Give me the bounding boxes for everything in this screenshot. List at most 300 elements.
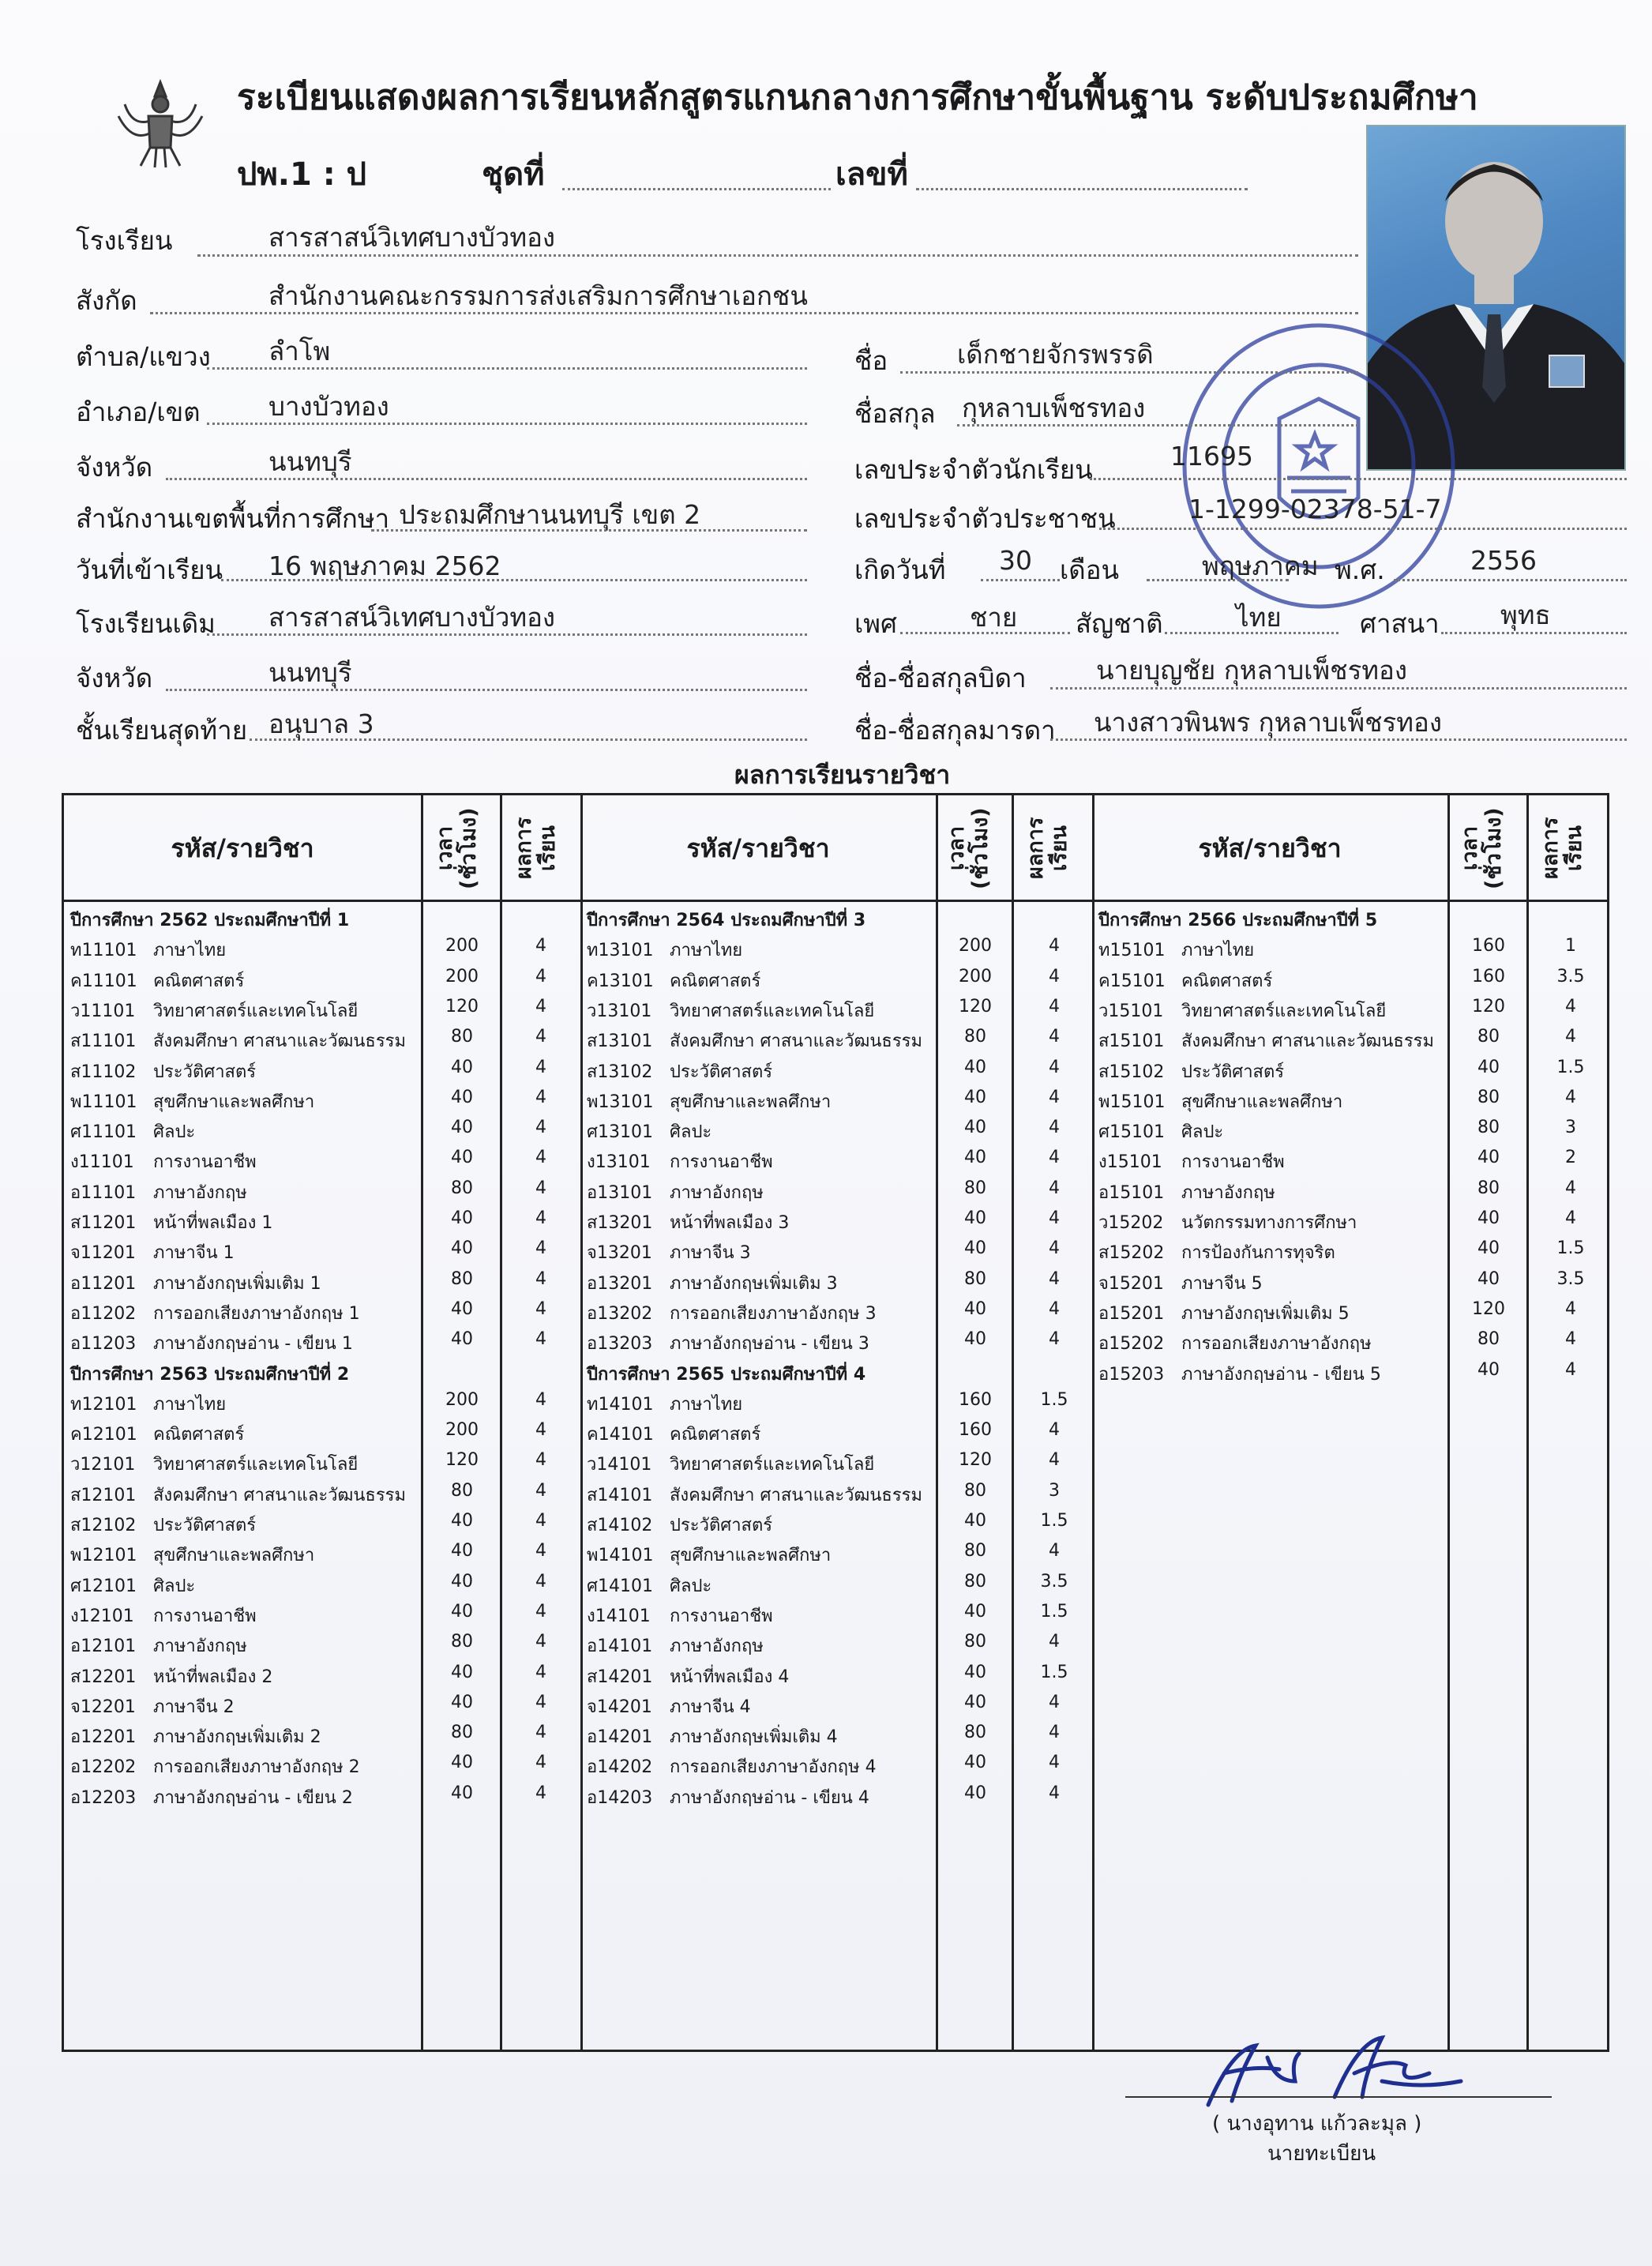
col-hours-header-2: เวลา (ชั่วโมง) xyxy=(944,807,993,889)
subject-code: ท14101 xyxy=(587,1394,654,1415)
subject-name: ประวัติศาสตร์ xyxy=(153,1062,257,1082)
subject-code: ว15202 xyxy=(1098,1213,1164,1233)
subject-code: ส14102 xyxy=(587,1516,653,1535)
col-hours-header-1: เวลา (ชั่วโมง) xyxy=(433,807,481,889)
subject-code: ท12101 xyxy=(70,1394,137,1415)
subject-grade: 2 xyxy=(1565,1148,1576,1168)
table-row xyxy=(587,1572,1094,1602)
col-subject-header-2: รหัส/รายวิชา xyxy=(686,833,830,863)
subject-grade: 4 xyxy=(535,1389,546,1410)
table-row xyxy=(70,1753,580,1783)
subject-grade: 4 xyxy=(535,996,546,1017)
table-row xyxy=(587,1208,1094,1238)
subject-name: คณิตศาสตร์ xyxy=(1181,971,1273,991)
subject-hours: 160 xyxy=(959,1389,992,1410)
subject-code: ว14101 xyxy=(587,1455,652,1475)
table-row xyxy=(587,1420,1094,1450)
subject-code: พ13101 xyxy=(587,1092,654,1112)
table-row xyxy=(70,1602,580,1632)
subject-grade: 4 xyxy=(1049,1208,1060,1228)
subject-code: อ13202 xyxy=(587,1303,653,1324)
table-row xyxy=(70,1329,580,1359)
subject-code: ค11101 xyxy=(70,971,137,991)
subject-code: อ13203 xyxy=(587,1334,653,1355)
district-value: บางบัวทอง xyxy=(268,391,389,422)
table-row xyxy=(70,1238,580,1268)
subject-name: ประวัติศาสตร์ xyxy=(670,1516,773,1535)
subject-grade: 4 xyxy=(535,966,546,986)
table-row xyxy=(70,1027,580,1057)
table-row xyxy=(1098,1329,1610,1359)
subject-hours: 40 xyxy=(451,1783,473,1803)
col-grade-header-2: ผลการ เรียน xyxy=(1023,817,1072,880)
subject-code: ศ12101 xyxy=(70,1576,137,1596)
table-row xyxy=(587,1723,1094,1753)
subject-code: อ14101 xyxy=(587,1637,653,1657)
subject-grade: 4 xyxy=(535,1178,546,1198)
subject-grade: 4 xyxy=(535,1238,546,1259)
registrar-name: ( นางอุทาน แก้วละมุล ) xyxy=(1212,2112,1422,2136)
sex-value: ชาย xyxy=(970,602,1018,633)
table-row xyxy=(587,1118,1094,1148)
subject-hours: 40 xyxy=(451,1571,473,1591)
first-name-label: ชื่อ xyxy=(854,345,888,376)
subject-hours: 200 xyxy=(959,936,992,956)
subject-hours: 40 xyxy=(964,1753,986,1773)
table-row xyxy=(1098,1269,1610,1299)
subject-code: ส13102 xyxy=(587,1062,653,1082)
subject-code: ง15101 xyxy=(1098,1152,1162,1173)
subject-grade: 4 xyxy=(535,1571,546,1591)
student-id-line xyxy=(1090,478,1627,480)
subject-name: ศิลปะ xyxy=(670,1576,712,1596)
subdistrict-value: ลำโพ xyxy=(268,336,331,366)
subject-hours: 40 xyxy=(451,1148,473,1168)
subject-name: ภาษาอังกฤษอ่าน - เขียน 5 xyxy=(1181,1364,1381,1385)
subject-hours: 80 xyxy=(1477,1087,1500,1107)
subject-name: ภาษาไทย xyxy=(670,941,743,961)
table-row xyxy=(587,1329,1094,1359)
subject-grade: 4 xyxy=(535,1662,546,1682)
prev-school-value: สารสาสน์วิเทศบางบัวทอง xyxy=(268,602,556,633)
table-row xyxy=(70,1693,580,1723)
subject-code: อ12203 xyxy=(70,1787,137,1808)
table-row xyxy=(1098,967,1610,997)
subject-code: ค12101 xyxy=(70,1425,137,1445)
subject-hours: 80 xyxy=(451,1027,473,1047)
table-row xyxy=(70,1148,580,1178)
prev-school-label: โรงเรียนเดิม xyxy=(76,608,216,639)
subject-name: ภาษาจีน 3 xyxy=(670,1243,751,1264)
subject-code: อ11202 xyxy=(70,1303,137,1324)
subject-code: อ13201 xyxy=(587,1273,653,1294)
subject-name: ภาษาจีน 2 xyxy=(153,1697,235,1717)
subject-hours: 80 xyxy=(451,1632,473,1652)
subject-hours: 40 xyxy=(451,1662,473,1682)
subject-code: ส15202 xyxy=(1098,1243,1165,1264)
col-subject-header-3: รหัส/รายวิชา xyxy=(1198,833,1342,863)
subject-grade: 3.5 xyxy=(1556,966,1585,986)
subject-grade: 4 xyxy=(535,1450,546,1471)
subject-code: ท13101 xyxy=(587,941,654,961)
subject-name: วิทยาศาสตร์และเทคโนโลยี xyxy=(670,1001,875,1021)
subject-hours: 200 xyxy=(445,1389,479,1410)
subject-name: ศิลปะ xyxy=(153,1576,196,1596)
table-row xyxy=(70,1299,580,1329)
subject-name: ภาษาอังกฤษ xyxy=(153,1637,247,1657)
subject-name: ภาษาอังกฤษ xyxy=(670,1182,764,1203)
subject-name: วิทยาศาสตร์และเทคโนโลยี xyxy=(153,1001,359,1021)
subject-code: อ12202 xyxy=(70,1757,137,1778)
subject-grade: 4 xyxy=(1049,1329,1060,1350)
table-row xyxy=(587,936,1094,966)
subject-grade: 3.5 xyxy=(1556,1268,1585,1289)
subject-grade: 4 xyxy=(1049,1723,1060,1743)
table-row xyxy=(1098,1148,1610,1178)
subject-name: การงานอาชีพ xyxy=(153,1606,257,1626)
subject-code: ส12201 xyxy=(70,1667,137,1687)
subject-grade: 3 xyxy=(1565,1118,1576,1138)
subject-hours: 40 xyxy=(964,1783,986,1803)
subject-grade: 4 xyxy=(1049,996,1060,1017)
registrar-role: นายทะเบียน xyxy=(1267,2142,1376,2166)
school-label: โรงเรียน xyxy=(76,225,173,256)
subject-hours: 40 xyxy=(964,1087,986,1107)
birth-year-value: 2556 xyxy=(1470,545,1537,576)
subject-name: การงานอาชีพ xyxy=(153,1152,257,1173)
subject-code: จ14201 xyxy=(587,1697,652,1717)
mother-value: นางสาวพินพร กุหลาบเพ็ชรทอง xyxy=(1094,707,1442,738)
subject-name: สุขศึกษาและพลศึกษา xyxy=(153,1092,315,1112)
subject-hours: 80 xyxy=(964,1480,986,1501)
subject-grade: 4 xyxy=(1049,1450,1060,1471)
prev-province-label: จังหวัด xyxy=(76,663,153,693)
table-row xyxy=(70,1269,580,1299)
subject-hours: 80 xyxy=(964,1541,986,1561)
table-row xyxy=(70,1088,580,1118)
subject-grade: 4 xyxy=(535,1632,546,1652)
subject-hours: 40 xyxy=(1477,1359,1500,1380)
subject-name: ภาษาไทย xyxy=(670,1394,743,1415)
subject-grade: 1.5 xyxy=(1556,1238,1585,1259)
table-row xyxy=(587,1632,1094,1662)
subject-name: คณิตศาสตร์ xyxy=(153,1425,245,1445)
table-row xyxy=(587,1299,1094,1329)
school-value: สารสาสน์วิเทศบางบัวทอง xyxy=(268,222,556,253)
subject-grade: 1.5 xyxy=(1040,1389,1068,1410)
table-row xyxy=(587,1088,1094,1118)
year-section-header: ปีการศึกษา 2565 ประถมศึกษาปีที่ 4 xyxy=(587,1364,866,1385)
subject-name: สังคมศึกษา ศาสนาและวัฒนธรรม xyxy=(1181,1032,1434,1052)
subject-hours: 40 xyxy=(1477,1238,1500,1259)
subject-grade: 4 xyxy=(535,1541,546,1561)
subject-hours: 40 xyxy=(451,1329,473,1350)
prev-province-value: นนทบุรี xyxy=(268,657,352,688)
table-row xyxy=(587,1481,1094,1511)
subject-name: คณิตศาสตร์ xyxy=(153,971,245,991)
subject-name: หน้าที่พลเมือง 4 xyxy=(670,1667,790,1687)
subject-grade: 4 xyxy=(535,1148,546,1168)
subject-code: อ14202 xyxy=(587,1757,653,1778)
province-label: จังหวัด xyxy=(76,452,153,483)
subject-name: การงานอาชีพ xyxy=(670,1606,773,1626)
subject-code: พ12101 xyxy=(70,1546,137,1566)
subject-code: ง13101 xyxy=(587,1152,651,1173)
subject-grade: 3 xyxy=(1049,1480,1060,1501)
subject-name: ภาษาจีน 5 xyxy=(1181,1273,1263,1294)
col-hours-header-3: เวลา (ชั่วโมง) xyxy=(1458,807,1506,889)
subject-name: สังคมศึกษา ศาสนาและวัฒนธรรม xyxy=(153,1032,406,1052)
document-title: ระเบียนแสดงผลการเรียนหลักสูตรแกนกลางการศึกษาขั้นพื้นฐาน ระดับประถมศึกษา xyxy=(237,77,1478,118)
subject-hours: 120 xyxy=(445,1450,479,1471)
subject-hours: 40 xyxy=(964,1208,986,1228)
subject-code: ส11201 xyxy=(70,1213,137,1233)
subject-code: ท15101 xyxy=(1098,941,1166,961)
subject-hours: 40 xyxy=(964,1662,986,1682)
subject-hours: 80 xyxy=(1477,1027,1500,1047)
subject-hours: 200 xyxy=(445,1420,479,1441)
subject-code: ส13201 xyxy=(587,1213,653,1233)
subject-code: ส11102 xyxy=(70,1062,137,1082)
subject-name: วิทยาศาสตร์และเทคโนโลยี xyxy=(670,1455,875,1475)
subject-grade: 1.5 xyxy=(1040,1662,1068,1682)
table-row xyxy=(70,1058,580,1088)
subject-grade: 4 xyxy=(1049,1087,1060,1107)
subject-code: จ13201 xyxy=(587,1243,652,1264)
subject-hours: 200 xyxy=(445,936,479,956)
subject-code: ค15101 xyxy=(1098,971,1166,991)
table-row xyxy=(587,1058,1094,1088)
table-row xyxy=(587,997,1094,1027)
subject-name: ภาษาอังกฤษอ่าน - เขียน 3 xyxy=(670,1334,869,1355)
affiliation-value: สำนักงานคณะกรรมการส่งเสริมการศึกษาเอกชน xyxy=(268,280,808,311)
table-row xyxy=(1098,1088,1610,1118)
table-row xyxy=(1098,1058,1610,1088)
subject-grade: 4 xyxy=(535,1420,546,1441)
subject-grade: 4 xyxy=(1049,936,1060,956)
subject-name: ภาษาอังกฤษเพิ่มเติม 4 xyxy=(670,1727,838,1748)
father-value: นายบุญชัย กุหลาบเพ็ชรทอง xyxy=(1096,655,1407,686)
subject-hours: 80 xyxy=(1477,1118,1500,1138)
subject-code: อ14203 xyxy=(587,1787,653,1808)
table-row xyxy=(1098,1299,1610,1329)
religion-value: พุทธ xyxy=(1500,599,1551,630)
subject-grade: 4 xyxy=(1049,1268,1060,1289)
subject-code: อ13101 xyxy=(587,1182,653,1203)
table-row xyxy=(70,1420,580,1450)
subject-code: ส15102 xyxy=(1098,1062,1165,1082)
subject-grade: 4 xyxy=(535,1057,546,1077)
subject-code: ส14101 xyxy=(587,1485,653,1505)
subject-name: นวัตกรรมทางการศึกษา xyxy=(1181,1213,1357,1233)
subject-grade: 1 xyxy=(1565,936,1576,956)
table-row xyxy=(70,1390,580,1420)
subject-name: ศิลปะ xyxy=(670,1122,712,1143)
subject-hours: 80 xyxy=(1477,1329,1500,1350)
table-row xyxy=(1098,1360,1610,1390)
enroll-date-label: วันที่เข้าเรียน xyxy=(76,554,223,585)
table-row xyxy=(1098,997,1610,1027)
subject-hours: 80 xyxy=(964,1027,986,1047)
subject-hours: 120 xyxy=(445,996,479,1017)
subject-grade: 1.5 xyxy=(1040,1601,1068,1622)
subject-grade: 4 xyxy=(535,1753,546,1773)
prev-province-line xyxy=(166,689,807,691)
subject-name: สุขศึกษาและพลศึกษา xyxy=(153,1546,315,1566)
subject-hours: 40 xyxy=(1477,1268,1500,1289)
subject-code: อ12201 xyxy=(70,1727,137,1748)
subject-hours: 40 xyxy=(451,1753,473,1773)
subject-code: ศ13101 xyxy=(587,1122,653,1143)
birth-year-label: พ.ศ. xyxy=(1335,554,1385,585)
subject-hours: 40 xyxy=(964,1118,986,1138)
subject-hours: 40 xyxy=(964,1148,986,1168)
district-label: อำเภอ/เขต xyxy=(76,396,201,427)
subject-grade: 4 xyxy=(535,1480,546,1501)
subject-hours: 40 xyxy=(964,1298,986,1319)
subject-grade: 4 xyxy=(1049,1148,1060,1168)
father-label: ชื่อ-ชื่อสกุลบิดา xyxy=(854,663,1027,693)
subject-name: ภาษาจีน 4 xyxy=(670,1697,751,1717)
subject-hours: 80 xyxy=(1477,1178,1500,1198)
subject-grade: 4 xyxy=(535,1087,546,1107)
subject-code: ส15101 xyxy=(1098,1032,1165,1052)
subject-name: หน้าที่พลเมือง 3 xyxy=(670,1213,790,1233)
table-row xyxy=(587,1693,1094,1723)
province-value: นนทบุรี xyxy=(268,446,352,477)
subject-name: ศิลปะ xyxy=(1181,1122,1224,1143)
subject-code: อ11203 xyxy=(70,1334,137,1355)
subject-hours: 40 xyxy=(1477,1208,1500,1228)
results-title: ผลการเรียนรายวิชา xyxy=(734,760,951,790)
subject-grade: 4 xyxy=(1049,1238,1060,1259)
subject-grade: 4 xyxy=(1049,966,1060,986)
subject-code: ศ15101 xyxy=(1098,1122,1165,1143)
subject-name: วิทยาศาสตร์และเทคโนโลยี xyxy=(153,1455,359,1475)
garuda-emblem-icon xyxy=(109,73,212,175)
subject-hours: 40 xyxy=(451,1511,473,1531)
subject-grade: 4 xyxy=(1049,1420,1060,1441)
subject-hours: 200 xyxy=(445,966,479,986)
subject-name: การออกเสียงภาษาอังกฤษ 1 xyxy=(153,1303,360,1324)
affiliation-label: สังกัด xyxy=(76,285,137,316)
subject-hours: 40 xyxy=(964,1329,986,1350)
birth-year-line xyxy=(1394,579,1627,581)
table-row xyxy=(587,1238,1094,1268)
subject-hours: 200 xyxy=(959,966,992,986)
registrar-signature xyxy=(1200,2026,1477,2121)
subject-name: การงานอาชีพ xyxy=(1181,1152,1285,1173)
subject-hours: 40 xyxy=(451,1298,473,1319)
subject-name: ภาษาอังกฤษเพิ่มเติม 2 xyxy=(153,1727,321,1748)
subject-code: จ15201 xyxy=(1098,1273,1164,1294)
subject-grade: 4 xyxy=(1565,996,1576,1017)
subject-grade: 4 xyxy=(1049,1692,1060,1712)
table-row xyxy=(1098,1118,1610,1148)
student-id-label: เลขประจำตัวนักเรียน xyxy=(854,454,1093,485)
subject-name: สุขศึกษาและพลศึกษา xyxy=(670,1092,832,1112)
subject-name: ภาษาอังกฤษ xyxy=(1181,1182,1275,1203)
edu-area-label: สำนักงานเขตพื้นที่การศึกษา xyxy=(76,503,390,534)
citizen-id-line xyxy=(1099,528,1627,530)
table-row xyxy=(70,1783,580,1813)
subject-code: ค13101 xyxy=(587,971,654,991)
col-grade-header-3: ผลการ เรียน xyxy=(1538,817,1586,880)
subject-grade: 4 xyxy=(535,1723,546,1743)
table-row xyxy=(587,1027,1094,1057)
subject-hours: 40 xyxy=(451,1692,473,1712)
subject-code: ท11101 xyxy=(70,941,137,961)
table-row xyxy=(1098,936,1610,966)
subject-hours: 40 xyxy=(964,1057,986,1077)
citizen-id-value: 1-1299-02378-51-7 xyxy=(1188,494,1442,524)
subject-code: ว15101 xyxy=(1098,1001,1164,1021)
subject-name: ภาษาอังกฤษเพิ่มเติม 1 xyxy=(153,1273,321,1294)
subject-hours: 80 xyxy=(964,1632,986,1652)
mother-label: ชื่อ-ชื่อสกุลมารดา xyxy=(854,715,1056,746)
student-id-value: 11695 xyxy=(1170,441,1253,472)
subdistrict-label: ตำบล/แขวง xyxy=(76,341,211,372)
citizen-id-label: เลขประจำตัวประชาชน xyxy=(854,503,1116,534)
subject-grade: 4 xyxy=(535,1118,546,1138)
subject-name: ประวัติศาสตร์ xyxy=(153,1516,257,1535)
subject-code: ส12102 xyxy=(70,1516,137,1535)
surname-value: กุหลาบเพ็ชรทอง xyxy=(962,393,1146,423)
subject-grade: 3.5 xyxy=(1040,1571,1068,1591)
table-row xyxy=(70,1541,580,1571)
subject-name: การออกเสียงภาษาอังกฤษ 3 xyxy=(670,1303,877,1324)
subject-name: การงานอาชีพ xyxy=(670,1152,773,1173)
subject-name: ภาษาอังกฤษอ่าน - เขียน 2 xyxy=(153,1787,353,1808)
subject-grade: 4 xyxy=(1049,1178,1060,1198)
subject-grade: 4 xyxy=(1049,1783,1060,1803)
province-line xyxy=(166,478,807,480)
table-row xyxy=(1098,1238,1610,1268)
subject-code: อ15203 xyxy=(1098,1364,1165,1385)
subject-grade: 4 xyxy=(1565,1027,1576,1047)
birth-day-value: 30 xyxy=(999,545,1032,576)
subject-name: คณิตศาสตร์ xyxy=(670,1425,761,1445)
subject-grade: 4 xyxy=(1565,1087,1576,1107)
subject-code: ว13101 xyxy=(587,1001,652,1021)
subject-grade: 4 xyxy=(535,936,546,956)
subject-grade: 4 xyxy=(1565,1329,1576,1350)
table-row xyxy=(587,967,1094,997)
subject-hours: 40 xyxy=(451,1541,473,1561)
subject-code: ง14101 xyxy=(587,1606,651,1626)
subject-hours: 80 xyxy=(451,1178,473,1198)
document-number-line xyxy=(916,188,1248,190)
last-grade-value: อนุบาล 3 xyxy=(268,708,374,739)
subject-grade: 4 xyxy=(535,1692,546,1712)
subject-grade: 4 xyxy=(1565,1298,1576,1319)
table-header-divider xyxy=(64,900,1607,902)
table-row xyxy=(70,936,580,966)
subject-grade: 4 xyxy=(535,1511,546,1531)
subject-code: ส14201 xyxy=(587,1667,653,1687)
subject-name: สุขศึกษาและพลศึกษา xyxy=(670,1546,832,1566)
subject-code: จ12201 xyxy=(70,1697,136,1717)
subject-hours: 40 xyxy=(1477,1057,1500,1077)
table-row xyxy=(70,1450,580,1480)
subject-code: อ11201 xyxy=(70,1273,137,1294)
subject-name: ภาษาไทย xyxy=(153,1394,227,1415)
subject-grade: 4 xyxy=(535,1268,546,1289)
subject-name: ประวัติศาสตร์ xyxy=(1181,1062,1285,1082)
subject-hours: 160 xyxy=(1472,936,1505,956)
table-row xyxy=(70,1663,580,1693)
subject-grade: 4 xyxy=(1049,1541,1060,1561)
